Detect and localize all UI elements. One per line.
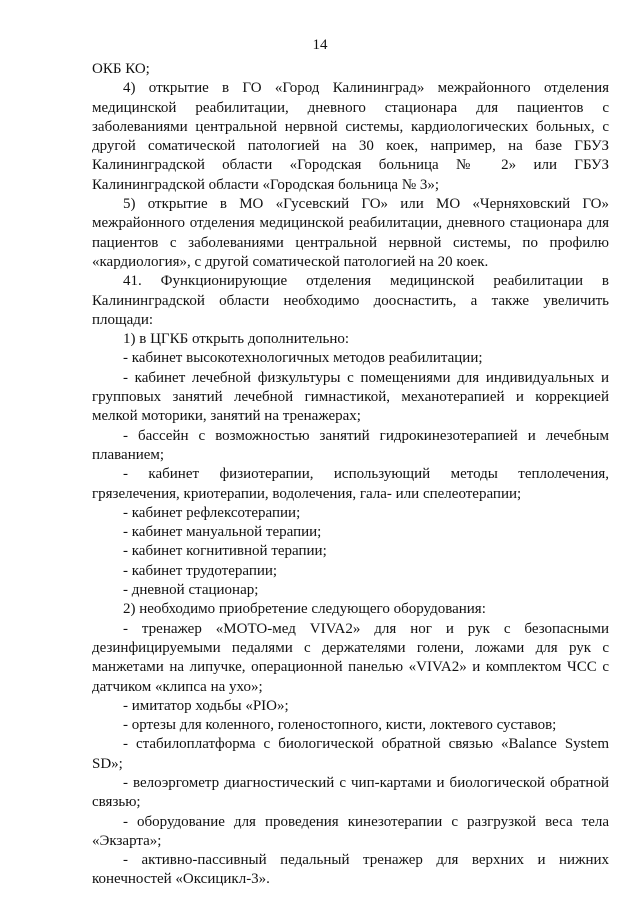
list-item-physiotherapy-cabinet: - кабинет физиотерапии, использующий методы теплолечения, грязелечения, криотерапии, водолечения, гала- или спелеотерапии; xyxy=(92,466,609,502)
list-item-lfk-cabinet: - кабинет лечебной физкультуры с помещениями для индивидуальных и групповых занятий лечебной гимнастикой, механотерапией и коррекцией мелкой моторики, занятий на тренажерах; xyxy=(92,369,609,425)
list-item-pool: - бассейн с возможностью занятий гидрокинезотерапией и лечебным плаванием; xyxy=(92,427,609,463)
paragraph-item-5: 5) открытие в МО «Гусевский ГО» или МО «Черняховский ГО» межрайонного отделения медицинской реабилитации, дневного стационара для пациентов с заболеваниями центральной нервной системы, по профилю «кардиология», с другой соматической патологией на 20 коек. xyxy=(92,196,609,270)
list-item-manual-therapy-cabinet: - кабинет мануальной терапии; xyxy=(123,524,322,541)
list-item-pedal-trainer: - активно-пассивный педальный тренажер для верхних и нижних конечностей «Оксицикл-3». xyxy=(92,852,609,888)
paragraph-section-41: 41. Функционирующие отделения медицинской реабилитации в Калининградской области необходимо дооснастить, а также увеличить площади: xyxy=(92,273,609,328)
paragraph-equipment-heading: 2) необходимо приобретение следующего оборудования: xyxy=(123,601,486,618)
list-item-kinesiotherapy-equipment: - оборудование для проведения кинезотерапии с разгрузкой веса тела «Экзарта»; xyxy=(92,813,609,849)
paragraph-cgkb-heading: 1) в ЦГКБ открыть дополнительно: xyxy=(123,331,350,348)
document-body xyxy=(92,60,609,890)
list-item-day-hospital: - дневной стационар; xyxy=(123,582,259,599)
list-item-motomed-trainer: - тренажер «МОТО-мед VIVA2» для ног и рук с безопасными дезинфицируемыми педалями с держателями голени, ложами для рук с манжетами на липучке, операционной панелью «VIVA2» и комплектом ЧСС с датчиком «клипса на ухо»; xyxy=(92,620,609,695)
paragraph-okb-ko: ОКБ КО; xyxy=(92,61,150,77)
page-number: 14 xyxy=(312,37,328,53)
list-item-reflexotherapy-cabinet: - кабинет рефлексотерапии; xyxy=(123,504,301,521)
list-item-occupational-therapy-cabinet: - кабинет трудотерапии; xyxy=(123,562,278,579)
list-item-stabiloplatform: - стабилоплатформа с биологической обратной связью «Balance System SD»; xyxy=(92,736,609,772)
list-item-walking-simulator: - имитатор ходьбы «PIO»; xyxy=(123,697,289,714)
list-item-cognitive-therapy-cabinet: - кабинет когнитивной терапии; xyxy=(123,543,327,560)
paragraph-item-4: 4) открытие в ГО «Город Калининград» межрайонного отделения медицинской реабилитации, дневного стационара для пациентов с заболеваниями центральной нервной системы, кардиологических больных, с другой соматической патологией на 30 коек, например, на базе ГБУЗ Калининградской области «Городская больница № 2» или ГБУЗ Калининградской области «Городская больница № 3»; xyxy=(92,80,609,193)
list-item-veloergometer: - велоэргометр диагностический с чип-картами и биологической обратной связью; xyxy=(92,774,609,811)
list-item-orthoses: - ортезы для коленного, голеностопного, кисти, локтевого суставов; xyxy=(123,717,557,734)
list-item-hightech-cabinet: - кабинет высокотехнологичных методов реабилитации; xyxy=(123,350,483,367)
